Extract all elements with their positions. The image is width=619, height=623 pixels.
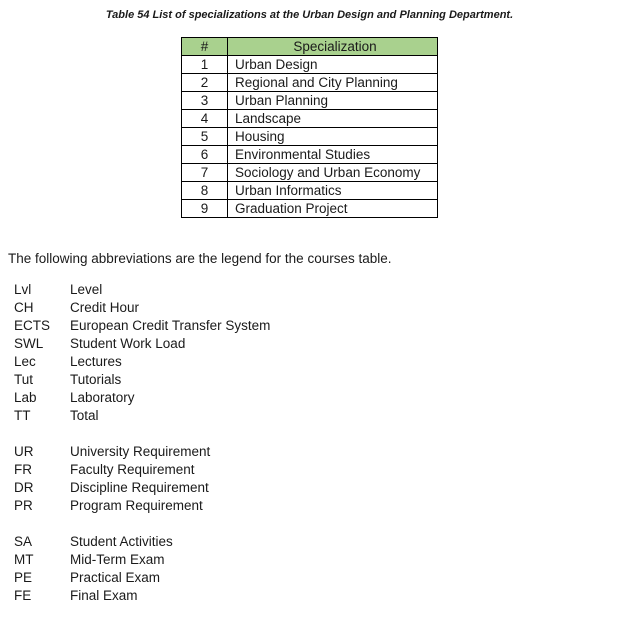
legend-row	[14, 587, 270, 605]
legend-meaning: European Credit Transfer System	[70, 318, 271, 333]
legend-meaning: Level	[70, 282, 103, 297]
legend-group-requirements	[14, 443, 270, 515]
table-row	[182, 182, 438, 200]
specializations-table	[181, 37, 438, 218]
legend-abbr: Tut	[14, 372, 34, 387]
legend-meaning: Credit Hour	[70, 300, 140, 315]
legend-row	[14, 317, 270, 335]
legend-group-assessment	[14, 533, 270, 605]
legend-row	[14, 461, 270, 479]
legend-row	[14, 389, 270, 407]
cell-specialization: Housing	[228, 128, 438, 146]
legend-abbr: Lec	[14, 354, 36, 369]
legend-abbr: UR	[14, 444, 34, 459]
cell-specialization: Regional and City Planning	[228, 74, 438, 92]
table-header-row	[182, 38, 438, 56]
legend-meaning: Final Exam	[70, 588, 138, 603]
legend-meaning: Student Work Load	[70, 336, 186, 351]
legend-meaning: Mid-Term Exam	[70, 552, 165, 567]
legend-row	[14, 281, 270, 299]
legend-abbr: SWL	[14, 336, 44, 351]
cell-specialization: Urban Planning	[228, 92, 438, 110]
cell-number: 2	[182, 74, 228, 92]
legend-abbr: FR	[14, 462, 32, 477]
cell-specialization: Sociology and Urban Economy	[228, 164, 438, 182]
legend-abbr: MT	[14, 552, 34, 567]
legend-meaning: Student Activities	[70, 534, 173, 549]
legend-row	[14, 335, 270, 353]
table-row	[182, 56, 438, 74]
header-cell-specialization: Specialization	[228, 38, 438, 56]
cell-number: 8	[182, 182, 228, 200]
cell-specialization: Graduation Project	[228, 200, 438, 218]
cell-number: 9	[182, 200, 228, 218]
table-header	[182, 38, 438, 56]
legend-row	[14, 551, 270, 569]
legend-abbr: PR	[14, 498, 33, 513]
legend-row	[14, 497, 270, 515]
legend-abbr: ECTS	[14, 318, 51, 333]
legend-row	[14, 443, 270, 461]
legend-row	[14, 533, 270, 551]
legend-abbr: CH	[14, 300, 34, 315]
legend-meaning: Total	[70, 408, 99, 423]
table-row	[182, 74, 438, 92]
legend-abbr: TT	[14, 408, 31, 423]
legend-abbr: DR	[14, 480, 34, 495]
legend-abbr: Lab	[14, 390, 37, 405]
cell-number: 3	[182, 92, 228, 110]
legend-meaning: Practical Exam	[70, 570, 161, 585]
cell-number: 5	[182, 128, 228, 146]
header-cell-number: #	[182, 38, 228, 56]
table-body	[182, 56, 438, 218]
legend-abbr: PE	[14, 570, 33, 585]
legend-row	[14, 569, 270, 587]
cell-number: 6	[182, 146, 228, 164]
legend-intro-paragraph: The following abbreviations are the legend for the courses table.	[8, 251, 392, 266]
legend-meaning: Laboratory	[70, 390, 135, 405]
table-row	[182, 200, 438, 218]
table-row	[182, 128, 438, 146]
legend-row	[14, 353, 270, 371]
cell-specialization: Landscape	[228, 110, 438, 128]
legend-meaning: Faculty Requirement	[70, 462, 195, 477]
cell-number: 4	[182, 110, 228, 128]
cell-specialization: Urban Design	[228, 56, 438, 74]
cell-specialization: Urban Informatics	[228, 182, 438, 200]
legend-abbr: SA	[14, 534, 33, 549]
legend-meaning: University Requirement	[70, 444, 211, 459]
table-row	[182, 164, 438, 182]
abbreviations-legend	[14, 281, 270, 623]
legend-row	[14, 299, 270, 317]
cell-specialization: Environmental Studies	[228, 146, 438, 164]
legend-meaning: Tutorials	[70, 372, 122, 387]
legend-abbr: Lvl	[14, 282, 32, 297]
legend-row	[14, 407, 270, 425]
legend-group-course-metrics	[14, 281, 270, 425]
table-caption: Table 54 List of specializations at the Urban Design and Planning Department.	[105, 9, 514, 21]
legend-row	[14, 479, 270, 497]
cell-number: 1	[182, 56, 228, 74]
legend-meaning: Program Requirement	[70, 498, 203, 513]
legend-meaning: Discipline Requirement	[70, 480, 209, 495]
table-row	[182, 146, 438, 164]
legend-abbr: FE	[14, 588, 32, 603]
table-row	[182, 92, 438, 110]
legend-meaning: Lectures	[70, 354, 122, 369]
legend-row	[14, 371, 270, 389]
table-row	[182, 110, 438, 128]
cell-number: 7	[182, 164, 228, 182]
